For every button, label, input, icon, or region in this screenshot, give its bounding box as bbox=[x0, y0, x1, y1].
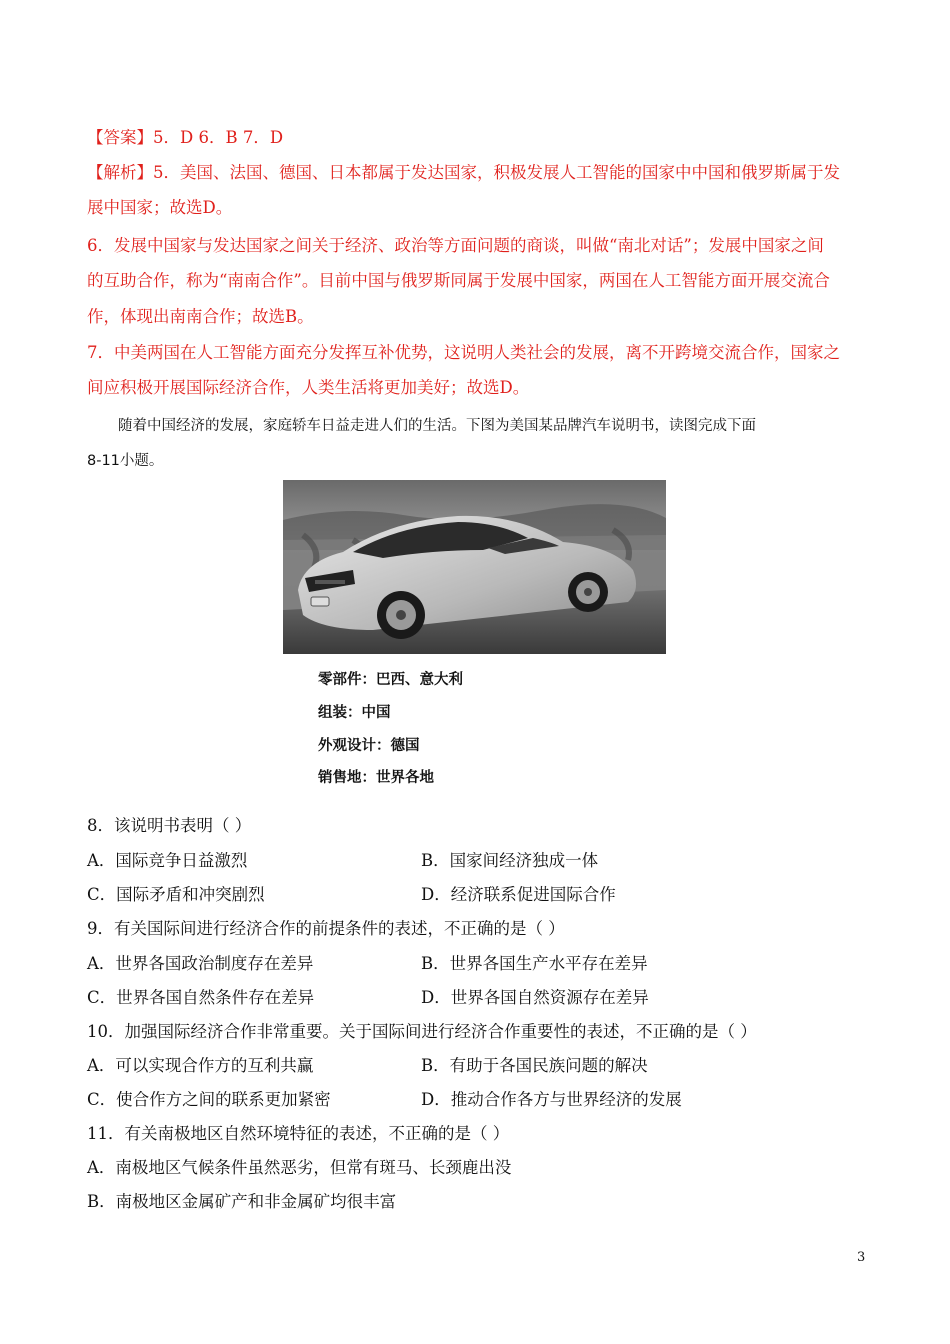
q9-option-b: B．世界各国生产水平存在差异 bbox=[421, 954, 648, 973]
q8-option-a: A．国际竞争日益激烈 bbox=[87, 851, 248, 870]
q8-option-c: C．国际矛盾和冲突剧烈 bbox=[87, 885, 265, 904]
caption-parts: 零部件：巴西、意大利 bbox=[318, 672, 463, 688]
caption-assembly: 组装：中国 bbox=[318, 705, 391, 721]
analysis-line-2: 展中国家；故选D。 bbox=[87, 198, 233, 217]
q9-stem: 9．有关国际间进行经济合作的前提条件的表述，不正确的是（ ） bbox=[87, 919, 565, 938]
q8-option-d: D．经济联系促进国际合作 bbox=[421, 885, 616, 904]
q9-option-d: D．世界各国自然资源存在差异 bbox=[421, 988, 649, 1007]
q8-stem: 8．该说明书表明（ ） bbox=[87, 816, 252, 835]
answer-line: 【答案】5．D 6．B 7．D bbox=[87, 128, 284, 147]
q11-stem: 11．有关南极地区自然环境特征的表述，不正确的是（ ） bbox=[87, 1124, 510, 1143]
intro-line-1: 随着中国经济的发展，家庭轿车日益走进人们的生活。下图为美国某品牌汽车说明书，读图完成下面 bbox=[118, 418, 756, 434]
intro-line-2: 8-11小题。 bbox=[87, 453, 164, 469]
q10-option-a: A．可以实现合作方的互利共赢 bbox=[87, 1056, 314, 1075]
q9-option-a: A．世界各国政治制度存在差异 bbox=[87, 954, 314, 973]
analysis-line-3: 6．发展中国家与发达国家之间关于经济、政治等方面问题的商谈，叫做“南北对话”；发展中国家之间 bbox=[87, 236, 824, 255]
analysis-line-1: 【解析】5．美国、法国、德国、日本都属于发达国家，积极发展人工智能的国家中中国和俄罗斯属于发 bbox=[87, 163, 840, 182]
q10-option-b: B．有助于各国民族问题的解决 bbox=[421, 1056, 648, 1075]
analysis-line-5: 作，体现出南南合作；故选B。 bbox=[87, 307, 314, 326]
analysis-line-7: 间应积极开展国际经济合作，人类生活将更加美好；故选D。 bbox=[87, 378, 530, 397]
analysis-line-4: 的互助合作，称为“南南合作”。目前中国与俄罗斯同属于发展中国家，两国在人工智能方面开展交流合 bbox=[87, 271, 830, 290]
q9-option-c: C．世界各国自然条件存在差异 bbox=[87, 988, 315, 1007]
q11-option-b: B．南极地区金属矿产和非金属矿均很丰富 bbox=[87, 1192, 397, 1211]
page-number: 3 bbox=[857, 1250, 866, 1265]
caption-sales: 销售地：世界各地 bbox=[318, 770, 434, 786]
q10-option-d: D．推动合作各方与世界经济的发展 bbox=[421, 1090, 682, 1109]
q8-option-b: B．国家间经济独成一体 bbox=[421, 851, 599, 870]
caption-design: 外观设计：德国 bbox=[318, 738, 420, 754]
q11-option-a: A．南极地区气候条件虽然恶劣，但常有斑马、长颈鹿出没 bbox=[87, 1158, 512, 1177]
q10-stem: 10．加强国际经济合作非常重要。关于国际间进行经济合作重要性的表述，不正确的是（ ） bbox=[87, 1022, 757, 1041]
car-photo bbox=[283, 480, 666, 654]
analysis-line-6: 7．中美两国在人工智能方面充分发挥互补优势，这说明人类社会的发展，离不开跨境交流合作，国家之 bbox=[87, 343, 840, 362]
q10-option-c: C．使合作方之间的联系更加紧密 bbox=[87, 1090, 331, 1109]
car-illustration bbox=[283, 480, 666, 654]
